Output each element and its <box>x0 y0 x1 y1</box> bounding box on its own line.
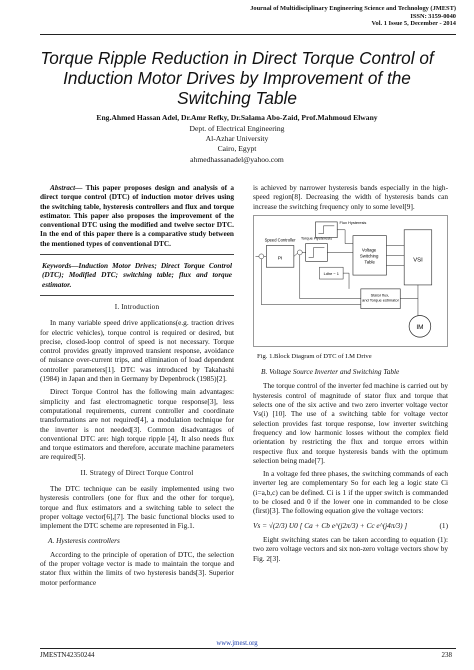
left-column <box>40 183 234 591</box>
keywords: Keywords—Induction Motor Drives; Direct Torque Control (DTC); Modified DTC; switching table; flux and torque estimator. <box>42 261 232 289</box>
strategy-paragraph: The DTC technique can be easily implemented using two hysteresis controllers (one for flux and the other for torque), torque and flux estimators and a switching table to select the proper voltage vector[6],[7]. The basic functional blocks used to implement the DTC scheme are represented in Fig.1. <box>40 484 234 531</box>
abstract-text: This paper proposes design and analysis of a direct torque control (DTC) of induction motor drives using the switching table, hysteresis controllers and flux and torque estimator. This paper also proposes the improvement of the conventional DTC using the modified and twelve sector DTC. In the end of this paper there is a comparative study between the mentioned types of conventional DTC. <box>40 183 234 248</box>
switching-table-line-3: Table <box>364 259 375 265</box>
vsi-paragraph-3: Eight switching states can be taken according to equation (1): two zero voltage vectors and six non-zero voltage vectors show by Fig. 2[3]. <box>253 534 448 563</box>
abstract <box>40 183 234 248</box>
right-column <box>253 183 448 567</box>
figure-caption: Fig. 1.Block Diagram of DTC of I.M Drive <box>257 352 372 360</box>
subsection-heading-hysteresis: A. Hysteresis controllers <box>48 535 120 545</box>
footer-code: JMESTN42350244 <box>40 651 95 659</box>
dtc-diagram-svg <box>254 216 447 346</box>
torque-hysteresis-box <box>306 243 328 261</box>
affiliation-univ: Al-Azhar University <box>205 134 269 144</box>
footer-url[interactable]: www.jmest.org <box>216 640 258 647</box>
pi-label: PI <box>277 256 283 262</box>
subsection-heading-vsi: B. Voltage Source Inverter and Switching Table <box>261 367 400 377</box>
vsi-label: VSI <box>413 257 423 264</box>
footer-rule <box>40 648 456 649</box>
hysteresis-paragraph: According to the principle of operation of DTC, the selection of the proper voltage vector is made to maintain the torque and stator flux within the limits of two hysteresis bands[3]. Superior motor performance <box>40 549 234 587</box>
equation-1 <box>253 521 448 530</box>
torque-hysteresis-label: Torque Hysteresis <box>300 235 333 241</box>
abstract-label: Abstract— <box>50 183 83 192</box>
speed-controller-label: Speed Controller <box>264 237 296 243</box>
connection-line <box>294 253 297 256</box>
affiliation-dept: Dept. of Electrical Engineering <box>189 124 285 133</box>
page-number: 238 <box>441 651 452 659</box>
affiliation-city: Cairo, Egypt <box>217 144 257 154</box>
intro-paragraph-2: Direct Torque Control has the following main advantages: simplicity and fast electromagnetic torque response[3], less computational requirements, current controller and coordinate transformations are not required[4], a modulation technique for the inverter is not needed[3]. Common disadvantages of conventional DTC are: high torque ripple [4], It also needs flux and torque estimators and therefore, accurate machine parameters are required[5]. <box>40 387 234 462</box>
affiliation <box>30 124 444 165</box>
intro-paragraph-1: In many variable speed drive applications(e.g. traction drives for electric vehicles), torque control is required or desired, but precise, closed-loop control of speed is not necessary. Torque control provides greatly improved transient response, avoidance of nuisance over-current trips, and elimination of load dependent controller parameters[1]. DTC was introduced by Takahashi (1984) in Japan and then in Germany by Depenbrock (1985)[2]. <box>40 318 234 384</box>
right-paragraph-1: is achieved by narrower hysteresis bands especially in the high- speed region[8]. Decreasing the width of hysteresis bands can increase the switching frequency only to some level[9]. <box>253 183 448 211</box>
speed-summing-junction <box>259 254 264 259</box>
flux-hysteresis-label: Flux Hysteresis <box>339 219 367 225</box>
paper-authors: Eng.Ahmed Hassan Adel, Dr.Amr Refky, Dr.Salama Abo-Zaid, Prof.Mahmoud Elwany <box>96 113 378 122</box>
section-heading-strategy: II. Strategy of Direct Torque Control <box>80 468 194 477</box>
switching-table-line-1: Voltage <box>361 247 377 253</box>
dtc-block-diagram <box>253 215 448 347</box>
equation-body: Vs = √(2/3) U0 [ Ca + Cb e^(j2π/3) + Cc e^(j4π/3) ] <box>253 520 408 530</box>
estimator-line-1: Stator flux, <box>370 292 390 298</box>
vsi-paragraph-1: The torque control of the inverter fed machine is carried out by hysteresis control of magnitude of stator flux and torque that selects one of the six active and two zero inverter voltage vector Vs(i) [10]. The use of a switching table for voltage vector selection provides fast torque response, low inverter switching frequency and low harmonic losses without the complex field orientation by restricting the flux and torque errors within respective flux and torque hysteresis bands with the optimum selection being made[7]. <box>253 381 448 465</box>
keywords-top-rule <box>40 254 234 255</box>
torque-summing-junction <box>297 250 302 255</box>
motor-label: IM <box>416 324 424 332</box>
journal-header <box>250 5 456 28</box>
switching-table-line-2: Switching <box>359 253 379 259</box>
paper-title: Torque Ripple Reduction in Direct Torque Control of Induction Motor Drives by Improvement of the Switching Table <box>40 48 434 108</box>
estimator-line-2: and Torque estimator <box>362 297 399 303</box>
section-heading-intro: I. Introduction <box>114 302 160 311</box>
affiliation-email: ahmedhassanadel@yahoo.com <box>190 154 284 164</box>
flux-hysteresis-curve <box>318 226 334 234</box>
equation-number: (1) <box>439 520 448 530</box>
keywords-bottom-rule <box>40 295 234 296</box>
torque-hysteresis-curve <box>309 247 325 257</box>
journal-name: Journal of Multidisciplinary Engineering Science and Technology (JMEST) <box>250 5 456 12</box>
header-rule <box>40 34 456 35</box>
estimator-label <box>362 293 399 303</box>
vsi-paragraph-2: In a voltage fed three phases, the switching commands of each inverter leg are complementary So for each leg a logic state Ci (i=a,b,c) can be defined. Ci is 1 if the upper switch is commanded to be closed and 0 if the lower one in commanded to be close (first)[3]. The following equation give the voltage vectors: <box>253 469 448 516</box>
journal-issn: ISSN: 3159-0040 <box>410 12 456 20</box>
journal-volume: Vol. 1 Issue 5, December - 2014 <box>371 20 456 28</box>
switching-table-label <box>360 247 380 264</box>
ldhe-label: Ldhe − 1 <box>323 270 339 276</box>
